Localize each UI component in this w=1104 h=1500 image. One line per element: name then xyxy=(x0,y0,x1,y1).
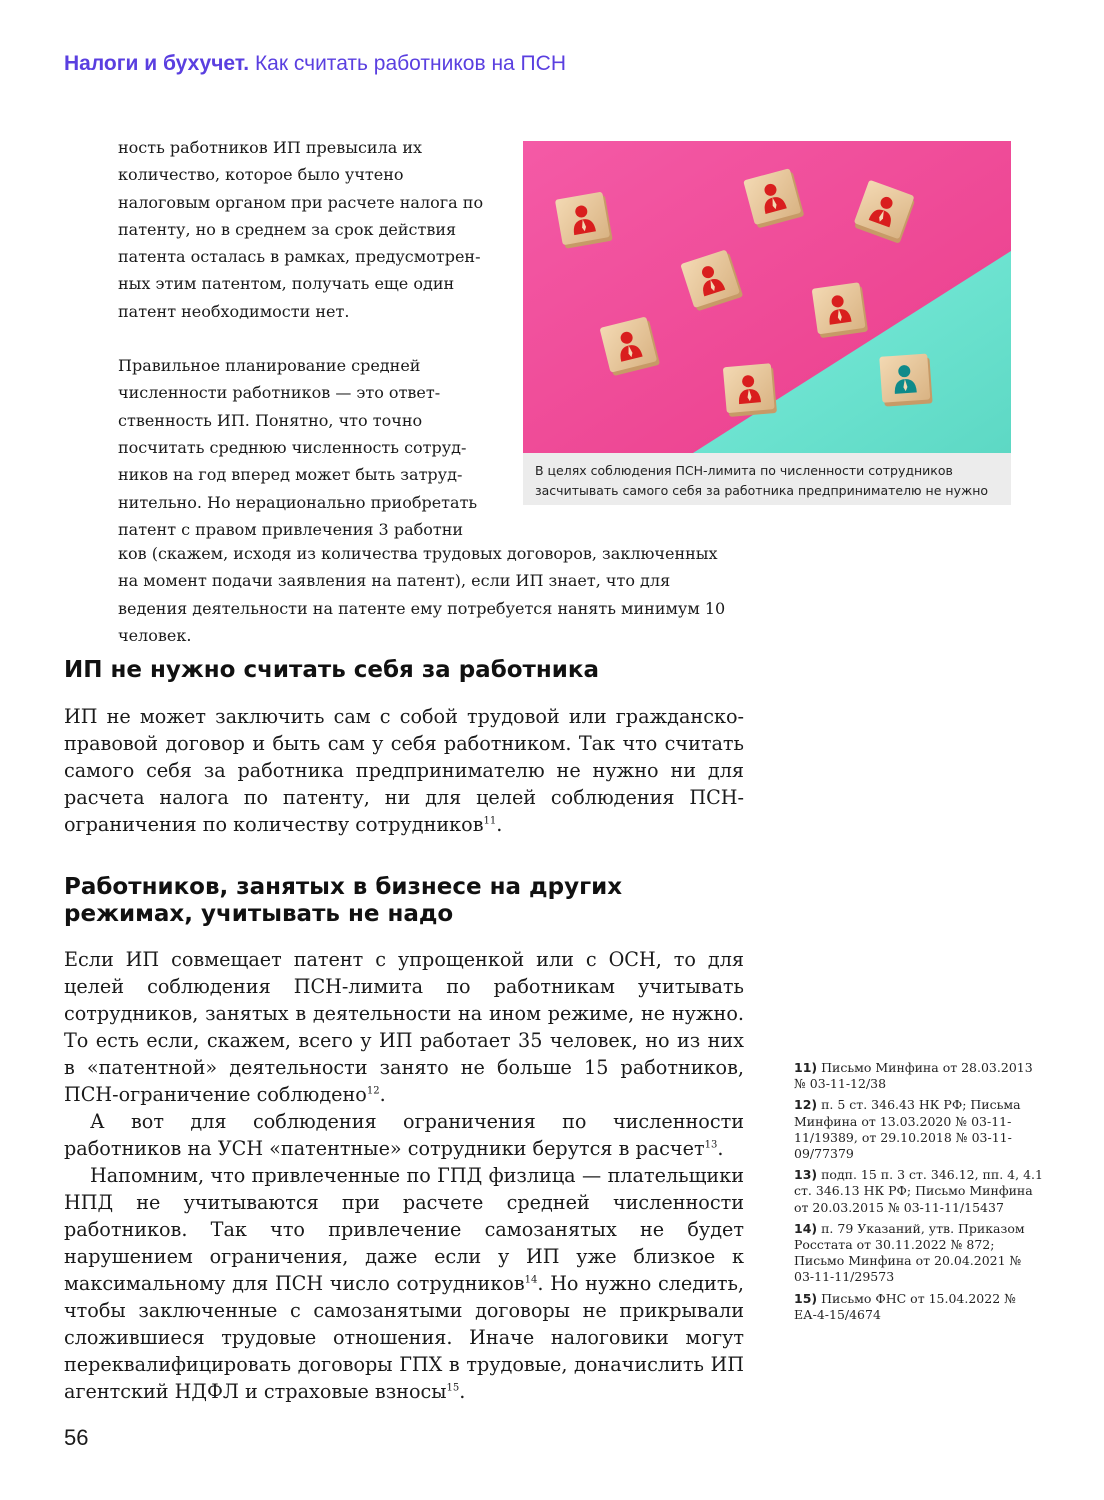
section1-text: ИП не может заключить сам с собой трудовой или гражданско-правовой договор и быть сам у себя работником. Так что считать самого себя за работника предпринимателю не нужно ни для расчета налога по патенту, ни для целей соблюдения ПСН-ограничения по количеству сотрудников xyxy=(64,705,744,836)
footnote: 14) п. 79 Указаний, утв. Приказом Росстата от 30.11.2022 № 872; Письмо Минфина от 20.04.2021 № 03-11-11/29573 xyxy=(794,1220,1025,1285)
photo-caption: В целях соблюдения ПСН-лимита по численности сотрудников засчитывать самого себя за работника предпринимателю не нужно xyxy=(523,453,1011,505)
footnote: 15) Письмо ФНС от 15.04.2022 № ЕА-4-15/4674 xyxy=(794,1290,1016,1322)
running-header xyxy=(64,52,566,76)
footnote: 13) подп. 15 п. 3 ст. 346.12, пп. 4, 4.1 ст. 346.13 НК РФ; Письмо Минфина от 20.03.2015 № 03-11-11/15437 xyxy=(794,1167,1043,1215)
footnote-ref-15: 15 xyxy=(446,1382,460,1394)
header-section: Налоги и бухучет. xyxy=(64,52,250,75)
intro-continuation: ков (скажем, исходя из количества трудовых договоров, заключенных на момент подачи заявления на патент), если ИП знает, что для ведения деятельности на патенте ему потребуется нанять минимум 10 человек. xyxy=(118,544,726,645)
page-number: 56 xyxy=(64,1425,89,1450)
section2-heading xyxy=(64,874,622,928)
section1-body: ИП не может заключить сам с собой трудовой или гражданско-правовой договор и быть сам у себя работником. Так что считать самого себя за работника предпринимателю не нужно ни для расчета налога по патенту, ни для целей соблюдения ПСН-ограничения по количеству сотрудников$^{11}$. xyxy=(64,705,744,836)
section2-heading-line2: режимах, учитывать не надо xyxy=(64,901,454,927)
footnote-ref-14: 14 xyxy=(524,1274,538,1286)
intro-paragraph-1: ность работников ИП превысила их количество, которое было учтено налоговым органом при расчете налога по патенту, но в среднем за срок действия патента осталась в рамках, предусмотренных этим патентом, получать еще один патент необходимости нет. xyxy=(118,138,484,321)
footnote-ref-13: 13 xyxy=(704,1139,718,1151)
section2-heading-line1: Работников, занятых в бизнесе на других xyxy=(64,874,623,900)
intro-column xyxy=(118,134,498,543)
footnote-ref-11: 11 xyxy=(483,815,497,827)
wooden-blocks-illustration xyxy=(523,141,1011,453)
section2-paragraph-1: Если ИП совмещает патент с упрощенкой или с ОСН, то для целей соблюдения ПСН-лимита по работникам учитывать сотрудников, занятых в деятельности на ином режиме, не нужно. То есть если, скажем, всего у ИП работает 35 человек, но из них в «патентной» деятельности занято не больше 15 работников, ПСН-ограничение соблюдено$^{12}$. xyxy=(64,948,744,1106)
footnote-ref-12: 12 xyxy=(366,1085,380,1097)
header-topic: Как считать работников на ПСН xyxy=(254,52,566,75)
section2-paragraph-2: А вот для соблюдения ограничения по численности работников на УСН «патентные» сотрудники берутся в расчет$^{13}$. xyxy=(64,1110,744,1160)
section2-body xyxy=(64,946,744,1405)
section2-paragraph-3: Напомним, что привлеченные по ГПД физлица — плательщики НПД не учитываются при расчете средней численности работников. Так что привлечение самозанятых не будет нарушением ограничения, даже если у ИП уже близкое к максимальному для ПСН число сотрудников$^{14}$. Но нужно следить, чтобы заключенные с самозанятыми договоры не прикрывали сложившиеся трудовые отношения. Иначе налоговики могут переквалифицировать договоры ГПХ в трудовые, доначислить ИП агентский НДФЛ и страховые взносы$^{15}$. xyxy=(64,1164,744,1403)
section1-heading: ИП не нужно считать себя за работника xyxy=(64,657,600,683)
footnote: 12) п. 5 ст. 346.43 НК РФ; Письма Минфина от 13.03.2020 № 03-11-11/19389, от 29.10.2018 № 03-11-09/77379 xyxy=(794,1097,1021,1162)
blocks-photo xyxy=(523,141,1011,453)
footnotes xyxy=(794,1060,1044,1328)
footnote: 11) Письмо Минфина от 28.03.2013 № 03-11-12/38 xyxy=(794,1060,1033,1092)
intro-paragraph-2: Правильное планирование средней численности работников — это ответственность ИП. Понятно, что точно посчитать среднюю численность сотрудников на год вперед может быть затруднительно. Но нерационально приобретать патент с правом привлечения 3 работни xyxy=(118,356,478,539)
